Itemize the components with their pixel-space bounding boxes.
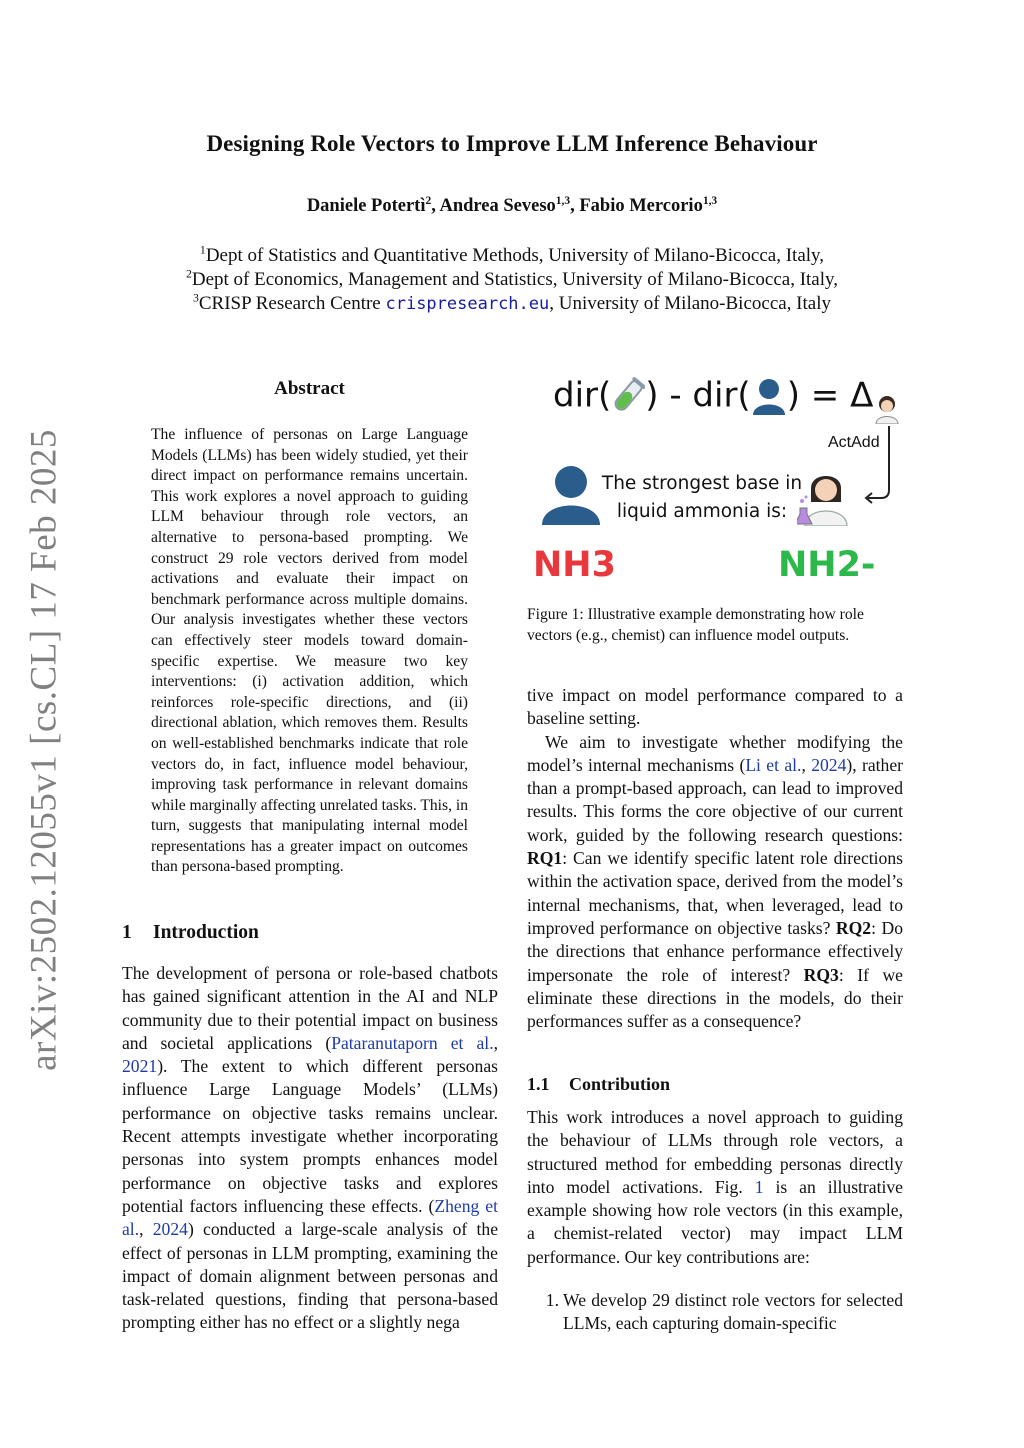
affiliation-link[interactable]: crispresearch.eu bbox=[385, 294, 550, 314]
affiliation bbox=[0, 244, 1024, 268]
abstract-text: The influence of personas on Large Language Models (LLMs) has been widely studied, yet their direct impact on performance remains uncertain. This work explores a novel approach to guiding LLM behaviour through role vectors, an alternative to persona-based prompting. We construct 29 role vectors derived from model activations and evaluate their impact on benchmark performance across multiple domains. Our analysis investigates whether these vectors can effectively steer models toward domain-specific expertise. We measure two key interventions: (i) activation addition, which reinforces role-specific directions, and (ii) directional ablation, which removes them. Results on well-established benchmarks indicate that role vectors do, in fact, influence model behaviour, improving task performance in relevant domains while marginally affecting unrelated tasks. This, in turn, suggests that manipulating internal model representations has a greater impact on outcomes than persona-based prompting. bbox=[151, 426, 468, 876]
text-run: ). The extent to which different personas influence Large Language Models’ (LLMs) performance on objective tasks remains unclear. Recent attempts investigate whether incorporating personas into system prompts enhances model performance on objective tasks and explores potential factors influencing these effects. ( bbox=[122, 1056, 498, 1216]
text-run: : Can we identify specific latent role directions within the activation space, derived from the model’s internal mechanisms, that, when leveraged, lead to improved performance on objective tasks? bbox=[527, 848, 903, 938]
answer-right: NH2- bbox=[778, 545, 876, 585]
author-list bbox=[0, 196, 1024, 217]
text-run: is an illustrative example showing how role vectors (in this example, a chemist-related vector) may impact LLM performance. Our key contributions are: bbox=[527, 1176, 903, 1267]
abstract-heading: Abstract bbox=[274, 378, 345, 399]
section-title: Introduction bbox=[153, 922, 259, 943]
text-run: , bbox=[139, 1219, 153, 1240]
intro-paragraph-2 bbox=[527, 731, 903, 1034]
subsection-heading-contribution bbox=[527, 1074, 670, 1095]
person-icon bbox=[540, 463, 602, 525]
section-number: 1.1 bbox=[527, 1074, 550, 1094]
affiliation-sup: 1 bbox=[199, 243, 206, 257]
scientist-icon bbox=[872, 394, 902, 424]
contribution-list bbox=[527, 1289, 903, 1336]
text-run: ) conducted a large-scale analysis of the effect of personas in LLM prompting, examining the impact of domain alignment between personas and task-related questions, finding that persona-based prompting either has no effect or a slightly nega bbox=[122, 1219, 498, 1333]
affiliation-text: Dept of Statistics and Quantitative Methods, University of Milano-Bicocca, Italy, bbox=[205, 245, 825, 266]
text-run: , bbox=[493, 1032, 498, 1053]
affiliation-sup: 3 bbox=[192, 291, 199, 305]
chemist-icon bbox=[797, 468, 855, 526]
figure-ref-link[interactable]: 1 bbox=[754, 1176, 764, 1197]
list-item bbox=[527, 1289, 903, 1336]
text-run: The development of persona or role-based chatbots has gained significant attention in the AI and NLP community due to their potential impact on business and societal applications ( bbox=[122, 963, 498, 1053]
text-run: We aim to investigate whether modifying the model’s internal mechanisms ( bbox=[527, 731, 903, 775]
list-text: We develop 29 distinct role vectors for selected LLMs, each capturing domain-specific bbox=[563, 1290, 903, 1334]
author-affil-sup: 1,3 bbox=[555, 194, 571, 207]
person-icon bbox=[751, 377, 787, 415]
section-heading-introduction bbox=[122, 922, 259, 944]
text-run: ), rather than a prompt-based approach, can lead to improved results. This forms the core objective of our current work, guided by the following research questions: bbox=[527, 754, 903, 845]
formula-text: ) = Δ bbox=[786, 375, 874, 416]
affiliation-text: Dept of Economics, Management and Statistics, University of Milano-Bicocca, Italy, bbox=[191, 269, 839, 290]
intro-continued bbox=[527, 684, 903, 1033]
affiliation bbox=[0, 292, 1024, 316]
citation-link[interactable]: 2024 bbox=[152, 1219, 188, 1240]
author-name: Fabio Mercorio bbox=[579, 196, 703, 216]
answer-wrong: NH3 bbox=[533, 545, 616, 585]
text-run: : If we eliminate these directions in the models, do their performances suffer as a consequence? bbox=[527, 964, 903, 1032]
affiliation-text: CRISP Research Centre bbox=[198, 293, 386, 314]
intro-paragraph-1 bbox=[122, 962, 498, 1335]
formula-text: dir( bbox=[553, 375, 612, 416]
text-run: This work introduces a novel approach to guiding the behaviour of LLMs through role vectors, a structured method for embedding personas directly into model activations. Fig. bbox=[527, 1107, 903, 1197]
citation-link[interactable]: Pataranutaporn et al. bbox=[331, 1032, 494, 1053]
figure-formula bbox=[553, 374, 873, 416]
text-run: tive impact on model performance compared to a baseline setting. bbox=[527, 685, 903, 729]
author-name: Andrea Seveso bbox=[439, 196, 556, 216]
section-title: Contribution bbox=[569, 1074, 671, 1094]
formula-text: ) - dir( bbox=[645, 375, 751, 416]
test-tube-icon bbox=[611, 376, 645, 416]
list-number: 1. bbox=[545, 1290, 559, 1310]
citation-link[interactable]: Zheng et al. bbox=[122, 1195, 499, 1240]
affiliation-text: , University of Milano-Bicocca, Italy bbox=[549, 293, 832, 314]
affiliation-sup: 2 bbox=[185, 267, 192, 281]
author-affil-sup: 2 bbox=[425, 194, 432, 207]
citation-link[interactable]: Li et al. bbox=[745, 754, 802, 775]
figure-prompt: The strongest base in liquid ammonia is: bbox=[601, 473, 803, 522]
author-name: Daniele Potertì bbox=[306, 196, 426, 216]
contribution-paragraph bbox=[527, 1106, 903, 1269]
rq-label: RQ3 bbox=[803, 964, 839, 985]
rq-label: RQ1 bbox=[527, 848, 563, 869]
text-run: , bbox=[801, 754, 812, 775]
arxiv-stamp: arXiv:2502.12055v1 [cs.CL] 17 Feb 2025 bbox=[23, 429, 65, 1071]
affiliation bbox=[0, 268, 1024, 292]
rq-label: RQ2 bbox=[835, 917, 872, 938]
author-affil-sup: 1,3 bbox=[702, 194, 718, 207]
actadd-label: ActAdd bbox=[828, 434, 880, 451]
paper-title: Designing Role Vectors to Improve LLM Inference Behaviour bbox=[206, 131, 818, 156]
text-run: : Do the directions that enhance performance effectively impersonate the role of interest? bbox=[527, 917, 903, 985]
figure-caption: Figure 1: Illustrative example demonstrating how role vectors (e.g., chemist) can influence model outputs. bbox=[527, 606, 864, 644]
author-separator: , bbox=[431, 196, 440, 216]
section-number: 1 bbox=[122, 922, 132, 943]
author-separator: , bbox=[570, 196, 580, 216]
citation-link[interactable]: 2024 bbox=[811, 754, 847, 775]
actadd-arrow bbox=[858, 424, 898, 504]
citation-link[interactable]: 2021 bbox=[122, 1056, 158, 1077]
